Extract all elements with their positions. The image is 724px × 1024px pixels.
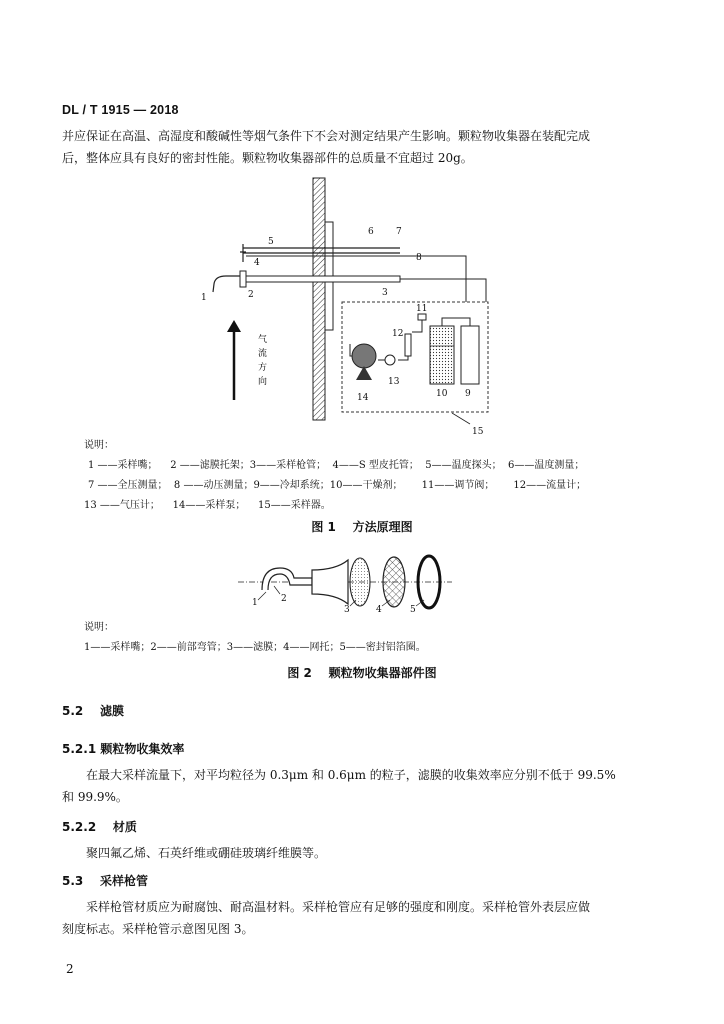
intro-line-1: 并应保证在高温、高湿度和酸碱性等烟气条件下不会对测定结果产生影响。颗粒物收集器在装配完成 bbox=[62, 129, 591, 143]
filter-membrane bbox=[350, 558, 370, 606]
section-5-2-title: 5.2 滤膜 bbox=[62, 704, 124, 718]
flow-label-char-3: 方 bbox=[258, 363, 268, 373]
drying-columns bbox=[430, 318, 479, 384]
callout-10: 10 bbox=[436, 389, 448, 399]
intro-paragraph bbox=[62, 125, 662, 169]
s521-line-1: 在最大采样流量下，对平均粒径为 0.3μm 和 0.6μm 的粒子，滤膜的收集效率应分别不低于 99.5% bbox=[86, 768, 616, 782]
legend-line-3: 13 ——气压计； 14——采样泵； 15——采样器。 bbox=[84, 500, 331, 511]
callout-9: 9 bbox=[465, 389, 471, 399]
callout-4: 4 bbox=[254, 258, 260, 268]
figure-1-legend bbox=[84, 436, 586, 516]
s521-line-2: 和 99.9%。 bbox=[62, 790, 128, 804]
fig2-callout-1: 1 bbox=[252, 598, 258, 608]
s53-line-2: 刻度标志。采样枪管示意图见图 3。 bbox=[62, 922, 254, 936]
s53-line-1: 采样枪管材质应为耐腐蚀、耐高温材料。采样枪管应有足够的强度和刚度。采样枪管外表层应做 bbox=[86, 900, 591, 914]
flow-label-char-2: 流 bbox=[258, 349, 268, 359]
figure-2-caption: 图 2 颗粒物收集器部件图 bbox=[287, 666, 437, 680]
legend-line-1: 1 ——采样嘴； 2 ——滤膜托架；3——采样枪管； 4——S 型皮托管； 5——温度探头； 6——温度测量； bbox=[88, 460, 585, 471]
fig2-legend-line: 1——采样嘴；2——前部弯管；3——滤膜；4——网托；5——密封铝箔圈。 bbox=[84, 642, 426, 653]
callout-15: 15 bbox=[472, 427, 484, 437]
callout-5: 5 bbox=[268, 237, 274, 247]
callout-12: 12 bbox=[392, 329, 404, 339]
fig2-legend-title: 说明： bbox=[84, 622, 114, 633]
sampling-gun bbox=[213, 271, 486, 302]
section-5-2-1-title: 5.2.1 颗粒物收集效率 bbox=[62, 742, 185, 756]
callout-1: 1 bbox=[201, 293, 207, 303]
page-number: 2 bbox=[66, 962, 74, 976]
legend-title: 说明： bbox=[84, 440, 114, 451]
section-5-2-2-title: 5.2.2 材质 bbox=[62, 820, 137, 834]
mesh-support bbox=[383, 557, 405, 607]
flow-direction-arrow bbox=[227, 320, 241, 400]
flow-label-char-4: 向 bbox=[258, 377, 268, 387]
pump-assembly bbox=[350, 314, 426, 380]
flow-label-char-1: 气 bbox=[258, 335, 268, 345]
section-5-2-2-body: 聚四氟乙烯、石英纤维或硼硅玻璃纤维膜等。 bbox=[86, 846, 327, 860]
standard-code: DL / T 1915 — 2018 bbox=[62, 103, 179, 117]
figure-1-caption: 图 1 方法原理图 bbox=[311, 520, 413, 534]
callout-14: 14 bbox=[357, 393, 369, 403]
callout-11: 11 bbox=[416, 304, 428, 314]
callout-2: 2 bbox=[248, 290, 254, 300]
figure-2-diagram bbox=[0, 545, 724, 620]
legend-line-2: 7 ——全压测量； 8 ——动压测量；9——冷却系统；10——干燥剂； 11——调节阀； 12——流量计； bbox=[88, 480, 587, 491]
callout-7: 7 bbox=[396, 227, 402, 237]
intro-line-2: 后，整体应具有良好的密封性能。颗粒物收集器部件的总质量不宜超过 20g。 bbox=[62, 151, 473, 165]
fig2-callout-4: 4 bbox=[376, 605, 382, 615]
figure-1-diagram bbox=[0, 170, 724, 440]
callout-13: 13 bbox=[388, 377, 400, 387]
callout-3: 3 bbox=[382, 288, 388, 298]
callout-8: 8 bbox=[416, 253, 422, 263]
fig2-callout-5: 5 bbox=[410, 605, 416, 615]
fig2-callout-3: 3 bbox=[344, 605, 350, 615]
section-5-3-body bbox=[62, 896, 662, 940]
fig2-callout-2: 2 bbox=[281, 594, 287, 604]
figure-2-legend bbox=[84, 618, 426, 658]
flue-wall bbox=[313, 178, 333, 420]
callout-6: 6 bbox=[368, 227, 374, 237]
section-5-3-title: 5.3 采样枪管 bbox=[62, 874, 148, 888]
section-5-2-1-body bbox=[62, 764, 662, 808]
